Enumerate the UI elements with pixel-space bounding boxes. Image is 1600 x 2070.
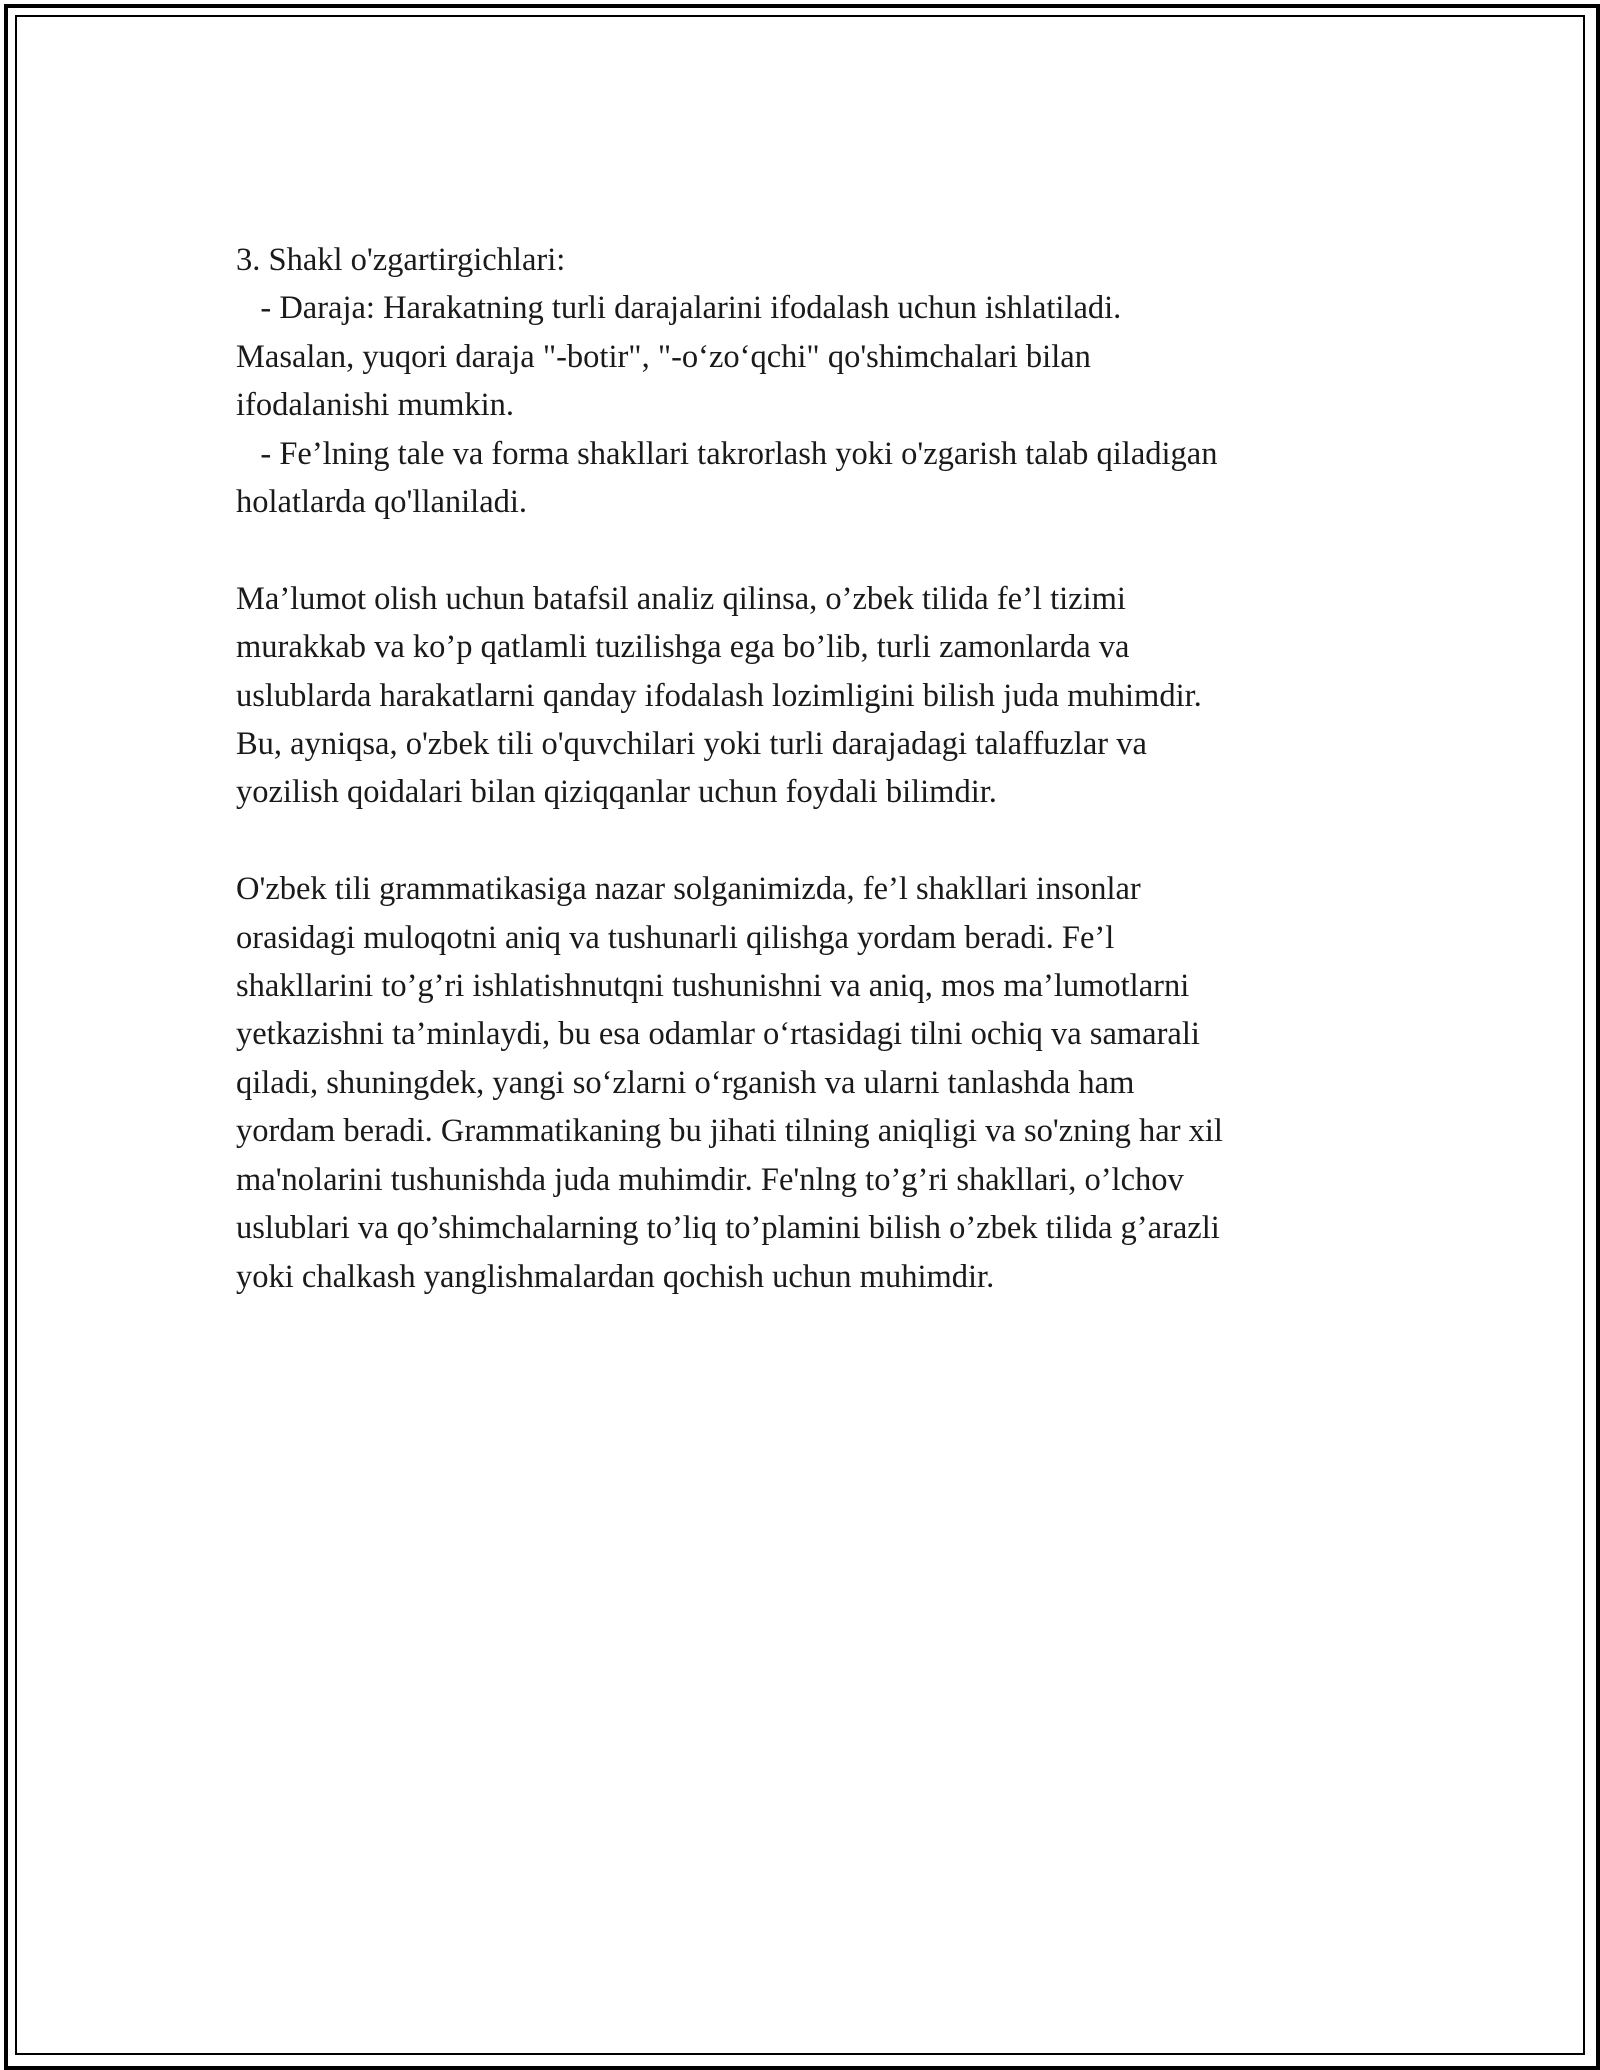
paragraph-malumot <box>236 575 1366 817</box>
text-line: ifodalanishi mumkin. <box>236 387 515 424</box>
text-line: yoki chalkash yanglishmalardan qochish uchun muhimdir. <box>236 1258 995 1295</box>
text-line: murakkab va ko’p qatlamli tuzilishga ega bo’lib, turli zamonlarda va <box>236 629 1130 666</box>
text-line: uslublari va qo’shimchalarning to’liq to’plamini bilish o’zbek tilida g’arazli <box>236 1210 1220 1247</box>
paragraph-spacer <box>236 817 1366 865</box>
text-line: O'zbek tili grammatikasiga nazar solganimizda, fe’l shakllari insonlar <box>236 871 1141 908</box>
text-line: - Daraja: Harakatning turli darajalarini ifodalash uchun ishlatiladi. <box>236 290 1122 327</box>
text-line: uslublarda harakatlarni qanday ifodalash lozimligini bilish juda muhimdir. <box>236 677 1202 714</box>
section-shakl-ozgartirgichlari <box>236 236 1366 526</box>
text-line: holatlarda qo'llaniladi. <box>236 484 528 521</box>
paragraph-grammatika <box>236 865 1366 1301</box>
text-line: orasidagi muloqotni aniq va tushunarli qilishga yordam beradi. Fe’l <box>236 919 1115 956</box>
text-line: Masalan, yuqori daraja "-botir", "-o‘zo‘qchi" qo'shimchalari bilan <box>236 338 1091 375</box>
text-line: Ma’lumot olish uchun batafsil analiz qilinsa, o’zbek tilida fe’l tizimi <box>236 580 1126 617</box>
text-line: shakllarini to’g’ri ishlatishnutqni tushunishni va aniq, mos ma’lumotlarni <box>236 968 1190 1005</box>
text-line: qiladi, shuningdek, yangi so‘zlarni o‘rganish va ularni tanlashda ham <box>236 1064 1135 1101</box>
document-body <box>236 236 1366 1301</box>
paragraph-spacer <box>236 526 1366 574</box>
text-line: yozilish qoidalari bilan qiziqqanlar uchun foydali bilimdir. <box>236 774 997 811</box>
text-line: ma'nolarini tushunishda juda muhimdir. Fe'nlng to’g’ri shakllari, o’lchov <box>236 1161 1184 1198</box>
text-line: - Fe’lning tale va forma shakllari takrorlash yoki o'zgarish talab qiladigan <box>236 435 1218 472</box>
text-line: Bu, ayniqsa, o'zbek tili o'quvchilari yoki turli darajadagi talaffuzlar va <box>236 726 1147 763</box>
text-line: yordam beradi. Grammatikaning bu jihati tilning aniqligi va so'zning har xil <box>236 1113 1223 1150</box>
section-heading: 3. Shakl o'zgartirgichlari: <box>236 242 566 278</box>
text-line: yetkazishni ta’minlaydi, bu esa odamlar o‘rtasidagi tilni ochiq va samarali <box>236 1016 1200 1053</box>
